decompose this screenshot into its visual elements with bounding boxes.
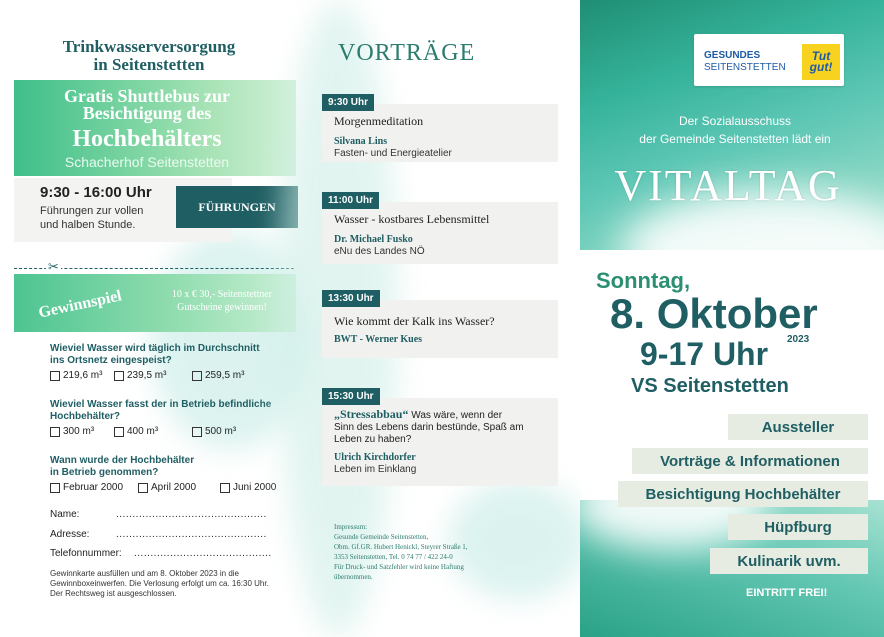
talk-subtitle: Leben im Einklang [334, 464, 417, 475]
checkbox-icon[interactable] [192, 427, 202, 437]
address-label: Adresse: [50, 529, 90, 540]
talk-card [322, 300, 558, 358]
talk-speaker: Dr. Michael Fusko [334, 234, 413, 245]
feature-aussteller: Aussteller [728, 414, 868, 440]
entry-note: Gewinnkarte ausfüllen und am 8. Oktober 2023 in die Gewinnboxeinwerfen. Die Verlosung erfolgt um ca. 16:30 Uhr. Der Rechtsweg ist ausgeschlossen. [50, 569, 269, 598]
tour-time: 9:30 - 16:00 Uhr [40, 184, 152, 201]
address-field[interactable]: .............................................. [116, 529, 267, 540]
gewinnspiel-banner [14, 274, 296, 332]
event-year: 2023 [787, 334, 810, 345]
checkbox-icon[interactable] [192, 371, 202, 381]
question-1-options [50, 370, 244, 381]
option-checkbox[interactable]: 500 m³ [192, 426, 236, 437]
event-date: 8. Oktober [610, 290, 818, 337]
shuttle-banner [14, 80, 296, 176]
feature-besichtigung: Besichtigung Hochbehälter [618, 481, 868, 507]
checkbox-icon[interactable] [220, 483, 230, 493]
gewinnspiel-heading: Gewinnspiel [37, 287, 124, 322]
checkbox-icon[interactable] [114, 371, 124, 381]
fuehrungen-badge: FÜHRUNGEN [176, 186, 298, 228]
name-field[interactable]: .............................................. [116, 509, 267, 520]
vortraege-title: VORTRÄGE [338, 40, 476, 66]
option-checkbox[interactable]: Februar 2000 [50, 482, 138, 493]
option-checkbox[interactable]: 239,5 m³ [114, 370, 192, 381]
phone-field[interactable]: .......................................... [134, 548, 272, 559]
phone-label: Telefonnummer: [50, 548, 122, 559]
option-checkbox[interactable]: 219,6 m³ [50, 370, 114, 381]
talk-time: 15:30 Uhr [322, 388, 380, 405]
talk-speaker: Ulrich Kirchdorfer [334, 452, 416, 463]
shuttle-heading: Gratis Shuttlebus zur Besichtigung des [63, 86, 231, 123]
impressum: Impressum: Gesunde Gemeinde Seitenstetten, Obm. Gf.GR. Hubert Henickl, Steyrer Straße 1, 3353 Seitenstetten, Tel. 0 74 77 / 422 24-0 Für Druck- und Satzfehler wird keine Haftung übernommen. [334, 523, 468, 581]
talk-time: 9:30 Uhr [322, 94, 374, 111]
prize-text: 10 x € 30,- Seitenstettner Gutscheine gewinnen! [171, 289, 273, 313]
shuttle-big-heading: Hochbehälters [72, 126, 222, 152]
question-1: Wieviel Wasser wird täglich im Durchschnitt ins Ortsnetz eingespeist? [50, 343, 260, 366]
option-checkbox[interactable]: 259,5 m³ [192, 370, 244, 381]
question-2-options [50, 426, 236, 437]
talk-time: 13:30 Uhr [322, 290, 380, 307]
talk-title: Morgenmeditation [334, 114, 424, 128]
option-checkbox[interactable]: April 2000 [138, 482, 220, 493]
question-3: Wann wurde der Hochbehälter in Betrieb genommen? [50, 455, 195, 478]
invitation-text: Der Sozialausschuss der Gemeinde Seitenstetten lädt ein [639, 114, 831, 146]
free-entry-label: EINTRITT FREI! [746, 587, 828, 599]
name-label: Name: [50, 509, 80, 520]
talk-title: „Stressabbau“ Was wäre, wenn der Sinn des Lebens darin bestünde, Spaß am Leben zu haben? [334, 407, 524, 445]
checkbox-icon[interactable] [50, 371, 60, 381]
talk-time: 11:00 Uhr [322, 192, 379, 209]
water-supply-title: Trinkwasserversorgung in Seitenstetten [62, 37, 236, 74]
scissors-icon: ✂ [48, 259, 59, 274]
gesundes-seitenstetten-logo: GESUNDES SEITENSTETTEN Tut gut! [694, 34, 844, 86]
question-2: Wieviel Wasser fasst der in Betrieb befindliche Hochbehälter? [50, 399, 272, 422]
event-day: Sonntag, [596, 268, 691, 293]
vitaltag-title: VITALTAG [614, 161, 842, 210]
talk-speaker: BWT - Werner Kues [334, 334, 423, 345]
feature-kulinarik: Kulinarik uvm. [710, 548, 868, 574]
option-checkbox[interactable]: 400 m³ [114, 426, 192, 437]
talk-card [322, 202, 558, 264]
talk-subtitle: eNu des Landes NÖ [334, 246, 425, 257]
talk-subtitle: Fasten- und Energieatelier [334, 148, 452, 159]
option-checkbox[interactable]: Juni 2000 [220, 482, 276, 493]
talk-card [322, 104, 558, 162]
talk-card [322, 398, 558, 486]
talk-speaker: Silvana Lins [334, 136, 388, 147]
event-location: VS Seitenstetten [631, 375, 789, 397]
question-3-options [50, 482, 276, 493]
option-checkbox[interactable]: 300 m³ [50, 426, 114, 437]
checkbox-icon[interactable] [50, 483, 60, 493]
feature-huepfburg: Hüpfburg [728, 514, 868, 540]
tut-gut-badge: Tut gut! [802, 44, 840, 80]
checkbox-icon[interactable] [114, 427, 124, 437]
event-time: 9-17 Uhr [640, 336, 769, 372]
talk-title: Wie kommt der Kalk ins Wasser? [334, 314, 495, 328]
shuttle-location: Schacherhof Seitenstetten [64, 154, 230, 170]
checkbox-icon[interactable] [138, 483, 148, 493]
tour-description: Führungen zur vollen und halben Stunde. [40, 205, 144, 231]
checkbox-icon[interactable] [50, 427, 60, 437]
feature-vortraege: Vorträge & Informationen [632, 448, 868, 474]
talk-title: Wasser - kostbares Lebensmittel [334, 212, 490, 226]
